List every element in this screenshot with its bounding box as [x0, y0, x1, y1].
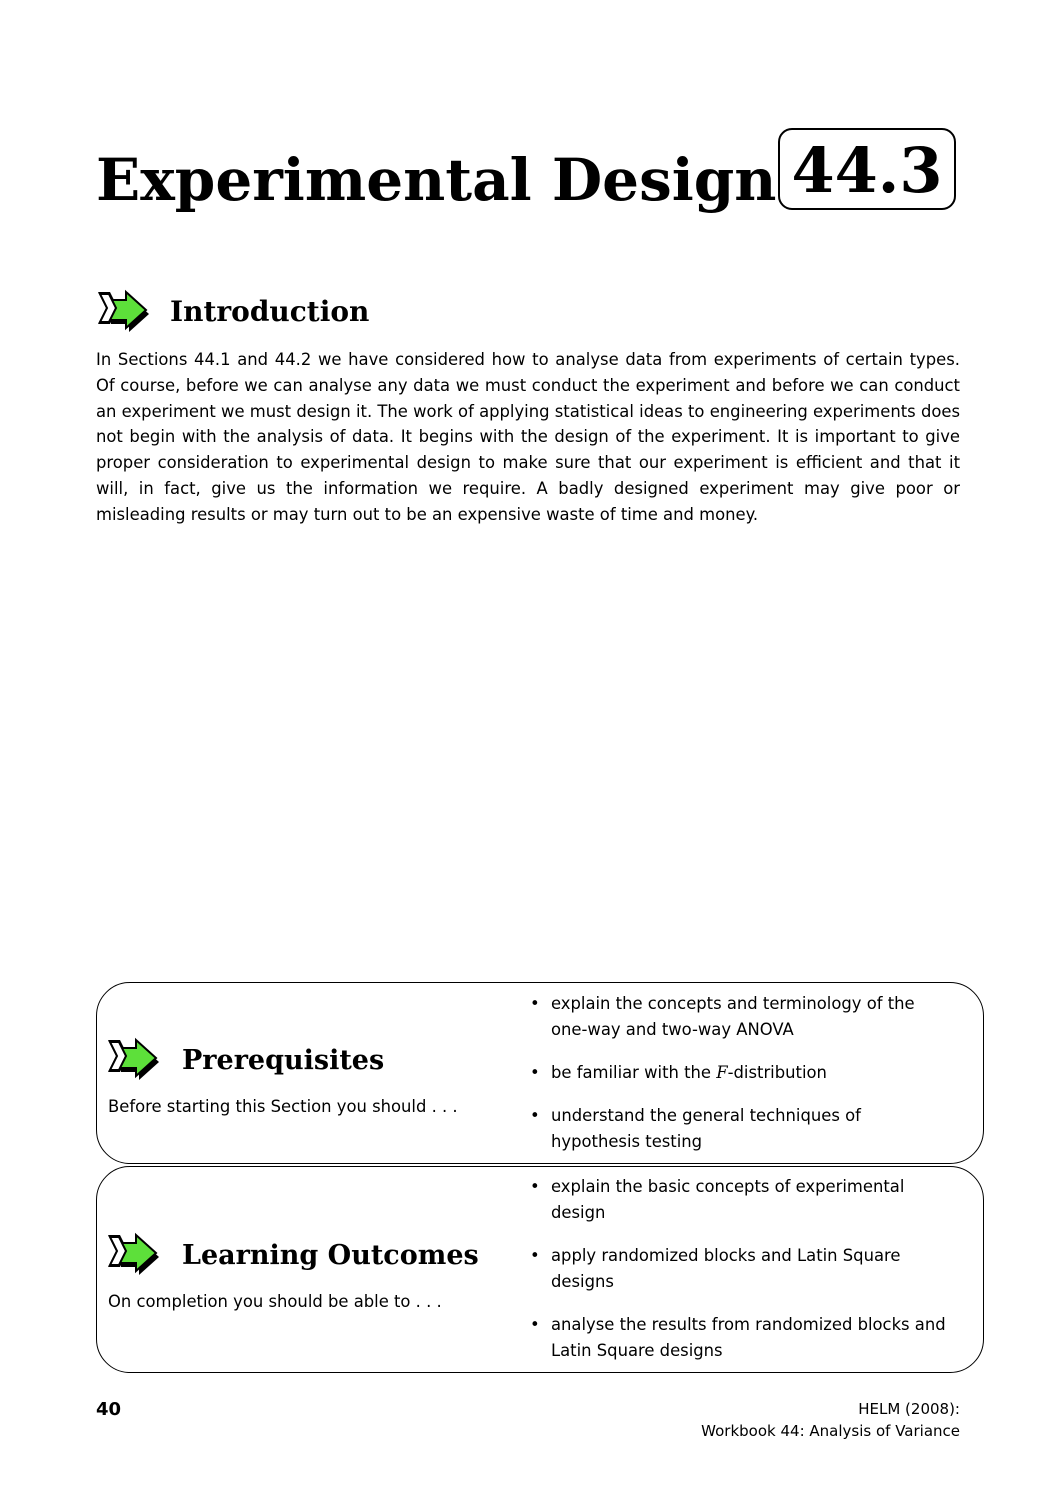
- list-item-suffix: -distribution: [727, 1063, 827, 1082]
- list-item: • analyse the results from randomized blocks and Latin Square designs: [530, 1312, 950, 1364]
- list-item: [530, 1060, 950, 1086]
- green-arrow-icon: [106, 1231, 162, 1279]
- learning-outcomes-subtext: On completion you should be able to . . .: [108, 1292, 442, 1311]
- prerequisites-heading: Prerequisites: [182, 1045, 385, 1076]
- footer-publication: HELM (2008):: [858, 1400, 960, 1418]
- green-arrow-icon: [106, 1036, 162, 1084]
- footer-citation: [701, 1398, 960, 1442]
- introduction-heading: Introduction: [170, 295, 370, 328]
- f-variable: F: [716, 1063, 728, 1082]
- prerequisites-list: [530, 991, 950, 1155]
- section-number-badge: 44.3: [778, 128, 956, 210]
- list-item: • understand the general techniques of hypothesis testing: [530, 1103, 950, 1155]
- page-title: Experimental Design: [96, 146, 777, 214]
- prerequisites-subtext: Before starting this Section you should . . .: [108, 1097, 458, 1116]
- green-arrow-icon: [96, 288, 152, 336]
- list-item: • apply randomized blocks and Latin Square designs: [530, 1243, 950, 1295]
- introduction-text: In Sections 44.1 and 44.2 we have considered how to analyse data from experiments of certain types. Of course, before we can analyse any data we must conduct the experiment and before we can conduct an experiment we must design it. The work of applying statistical ideas to engineering experiments does not begin with the analysis of data. It begins with the design of the experiment. It is important to give proper consideration to experimental design to make sure that our experiment is efficient and that it will, in fact, give us the information we require. A badly designed experiment may give poor or misleading results or may turn out to be an expensive waste of time and money.: [96, 350, 960, 524]
- list-item-text: be familiar with the: [551, 1063, 717, 1082]
- footer-workbook: Workbook 44: Analysis of Variance: [701, 1422, 960, 1440]
- learning-outcomes-heading: Learning Outcomes: [182, 1240, 479, 1271]
- list-item: • explain the basic concepts of experimental design: [530, 1174, 950, 1226]
- learning-outcomes-list: [530, 1174, 950, 1364]
- page-number: 40: [96, 1399, 122, 1420]
- list-item: • explain the concepts and terminology of the one-way and two-way ANOVA: [530, 991, 950, 1043]
